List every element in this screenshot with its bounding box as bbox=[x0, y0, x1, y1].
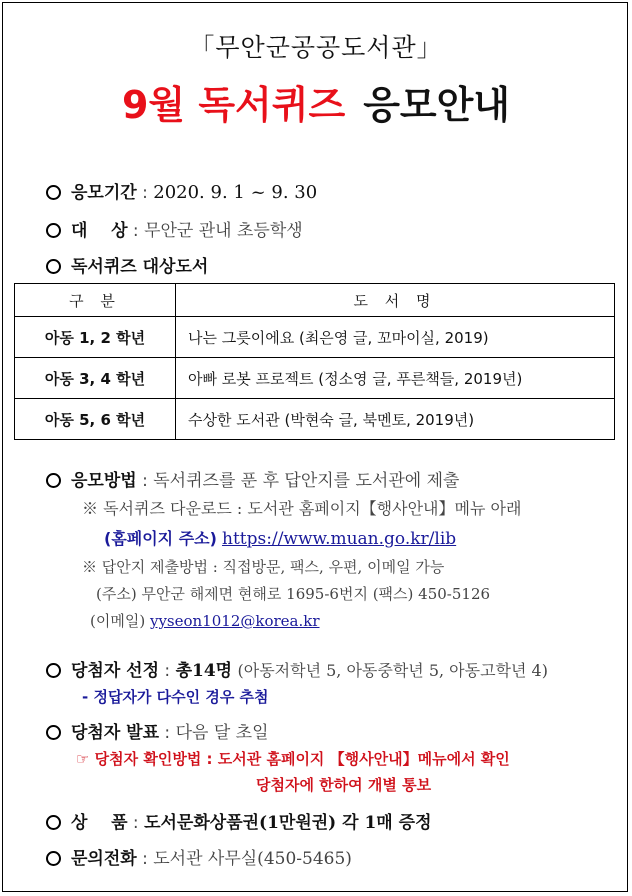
homepage-row bbox=[104, 526, 456, 549]
prize-value: 도서문화상품권(1만원권) 각 1매 증정 bbox=[144, 813, 432, 833]
target-label: 대 상 bbox=[71, 221, 128, 241]
book-cell: 아빠 로봇 프로젝트 (정소영 글, 푸른책들, 2019년) bbox=[176, 358, 615, 399]
period-row: 응모기간 : 2020. 9. 1 ~ 9. 30 bbox=[46, 178, 317, 203]
circle-bullet-icon bbox=[46, 663, 61, 678]
page-title bbox=[0, 74, 632, 129]
period-value: 2020. 9. 1 ~ 9. 30 bbox=[153, 182, 318, 203]
period-label: 응모기간 bbox=[71, 183, 137, 203]
column-header-title: 도 서 명 bbox=[176, 284, 615, 317]
book-cell: 수상한 도서관 (박현숙 글, 북멘토, 2019년) bbox=[176, 399, 615, 440]
book-cell: 나는 그릇이에요 (최은영 글, 꼬마이실, 2019) bbox=[176, 317, 615, 358]
target-value: 무안군 관내 초등학생 bbox=[144, 221, 303, 241]
title-guide: 응모안내 bbox=[363, 83, 511, 127]
winners-label: 당첨자 선정 bbox=[71, 661, 160, 681]
table-row bbox=[15, 317, 615, 358]
announce-label: 당첨자 발표 bbox=[71, 723, 160, 743]
books-heading-row bbox=[46, 252, 208, 277]
target-row: 대 상 : 무안군 관내 초등학생 bbox=[46, 216, 303, 241]
circle-bullet-icon bbox=[46, 185, 61, 200]
grade-cell: 아동 3, 4 학년 bbox=[15, 358, 176, 399]
winners-note: - 정답자가 다수인 경우 추첨 bbox=[82, 688, 269, 706]
method-label: 응모방법 bbox=[71, 471, 137, 491]
circle-bullet-icon bbox=[46, 223, 61, 238]
circle-bullet-icon bbox=[46, 725, 61, 740]
address-line: (주소) 무안군 해제면 현해로 1695-6번지 (팩스) 450-5126 bbox=[96, 585, 491, 603]
grade-cell: 아동 1, 2 학년 bbox=[15, 317, 176, 358]
column-header-grade: 구 분 bbox=[15, 284, 176, 317]
books-heading: 독서퀴즈 대상도서 bbox=[71, 257, 209, 277]
download-note: ※ 독서퀴즈 다운로드 : 도서관 홈페이지【행사안내】메뉴 아래 bbox=[82, 499, 522, 518]
winners-row: 당첨자 선정 : 총14명 (아동저학년 5, 아동중학년 5, 아동고학년 4) bbox=[46, 656, 548, 681]
email-link[interactable]: yyseon1012@korea.kr bbox=[149, 612, 320, 630]
method-value: 독서퀴즈를 푼 후 답안지를 도서관에 제출 bbox=[153, 471, 460, 491]
contact-row: 문의전화 : 도서관 사무실(450-5465) bbox=[46, 844, 352, 869]
announce-row: 당첨자 발표 : 다음 달 초일 bbox=[46, 718, 269, 743]
circle-bullet-icon bbox=[46, 473, 61, 488]
check-method-line-2: 당첨자에 한하여 개별 통보 bbox=[256, 776, 432, 794]
homepage-label: (홈페이지 주소) bbox=[104, 529, 217, 548]
table-row bbox=[15, 399, 615, 440]
email-row bbox=[90, 610, 320, 631]
prize-label: 상 품 bbox=[71, 813, 128, 833]
winners-count: 총14명 bbox=[175, 661, 233, 681]
winners-detail: (아동저학년 5, 아동중학년 5, 아동고학년 4) bbox=[237, 661, 548, 680]
method-row: 응모방법 : 독서퀴즈를 푼 후 답안지를 도서관에 제출 bbox=[46, 466, 459, 491]
check-method-line: ☞ 당첨자 확인방법 : 도서관 홈페이지 【행사안내】메뉴에서 확인 bbox=[76, 750, 510, 768]
submit-note: ※ 답안지 제출방법 : 직접방문, 팩스, 우편, 이메일 가능 bbox=[82, 558, 445, 576]
prize-row: 상 품 : 도서문화상품권(1만원권) 각 1매 증정 bbox=[46, 808, 432, 833]
organization-name: 「무안군공공도서관」 bbox=[189, 33, 443, 62]
table-header-row bbox=[15, 284, 615, 317]
announce-value: 다음 달 초일 bbox=[175, 723, 269, 743]
circle-bullet-icon bbox=[46, 815, 61, 830]
title-quiz: 9월 독서퀴즈 bbox=[121, 83, 346, 127]
homepage-link[interactable]: https://www.muan.go.kr/lib bbox=[222, 529, 457, 549]
circle-bullet-icon bbox=[46, 259, 61, 274]
circle-bullet-icon bbox=[46, 851, 61, 866]
table-row bbox=[15, 358, 615, 399]
contact-value: 도서관 사무실(450-5465) bbox=[153, 849, 352, 869]
books-table bbox=[14, 283, 615, 440]
grade-cell: 아동 5, 6 학년 bbox=[15, 399, 176, 440]
contact-label: 문의전화 bbox=[71, 849, 137, 869]
email-label: (이메일) bbox=[90, 612, 146, 630]
